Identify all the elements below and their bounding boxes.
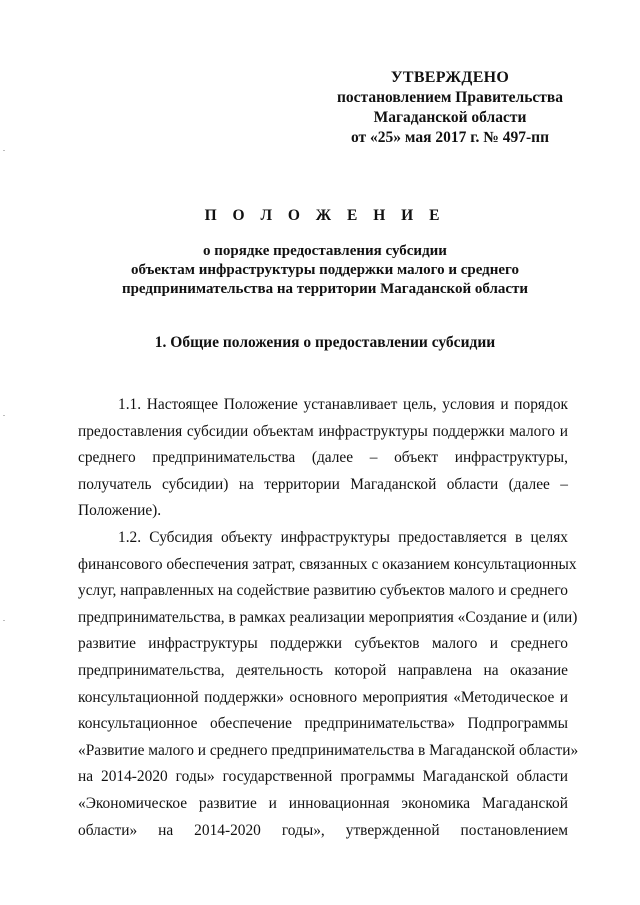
text-line: консультационное обеспечение предпринимательства» Подпрограммы — [78, 715, 568, 733]
text-line: получатель субсидии) на территории Магаданской области (далее – — [78, 475, 568, 493]
text-line: на 2014-2020 годы» государственной программы Магаданской области — [78, 768, 568, 786]
scan-mark — [3, 415, 5, 416]
approval-line-1: постановлением Правительства — [336, 89, 564, 106]
text-line: «Развитие малого и среднего предпринимательства в Магаданской области» — [78, 741, 579, 759]
approval-block — [310, 68, 590, 148]
approval-line-2: Магаданской области — [373, 109, 527, 126]
text-line: предпринимательства, в рамках реализации мероприятия «Создание и (или) — [78, 608, 578, 626]
subtitle-line: объектам инфраструктуры поддержки малого и среднего — [131, 262, 519, 278]
document-title: П О Л О Ж Е Н И Е — [204, 207, 446, 224]
text-line: среднего предпринимательства (далее – объект инфраструктуры, — [78, 449, 568, 467]
section-heading: 1. Общие положения о предоставлении субсидии — [154, 334, 496, 351]
text-line: консультационной поддержки» основного мероприятия «Методическое и — [78, 688, 568, 706]
text-line: услуг, направленных на содействие развитию субъектов малого и среднего — [78, 582, 568, 600]
subtitle-line: предпринимательства на территории Магаданской области — [121, 281, 529, 297]
text-line: предоставления субсидии объектам инфраструктуры поддержки малого и — [78, 422, 568, 440]
text-line: 1.1. Настоящее Положение устанавливает цель, условия и порядок — [118, 396, 568, 413]
text-line: 1.2. Субсидия объекту инфраструктуры предоставляется в целях — [118, 528, 568, 546]
approval-title: УТВЕРЖДЕНО — [390, 69, 510, 86]
approval-line-3: от «25» мая 2017 г. № 497-пп — [350, 129, 549, 146]
subtitle-line: о порядке предоставления субсидии — [203, 243, 447, 259]
paragraph-1-1 — [78, 392, 568, 525]
text-line: предпринимательства, деятельность которой направлена на оказание — [78, 661, 568, 679]
paragraph-1-2 — [78, 525, 579, 844]
text-line: развитие инфраструктуры поддержки субъектов малого и среднего — [78, 635, 568, 653]
scan-mark — [3, 620, 5, 621]
scan-mark — [3, 150, 5, 151]
body-text — [78, 392, 579, 844]
text-line: области» на 2014-2020 годы», утвержденной постановлением — [78, 821, 568, 839]
text-line: «Экономическое развитие и инновационная экономика Магаданской — [78, 794, 568, 812]
text-line: Положение). — [78, 502, 162, 520]
document-subtitle — [70, 242, 580, 299]
text-line: финансового обеспечения затрат, связанных с оказанием консультационных — [78, 555, 577, 573]
